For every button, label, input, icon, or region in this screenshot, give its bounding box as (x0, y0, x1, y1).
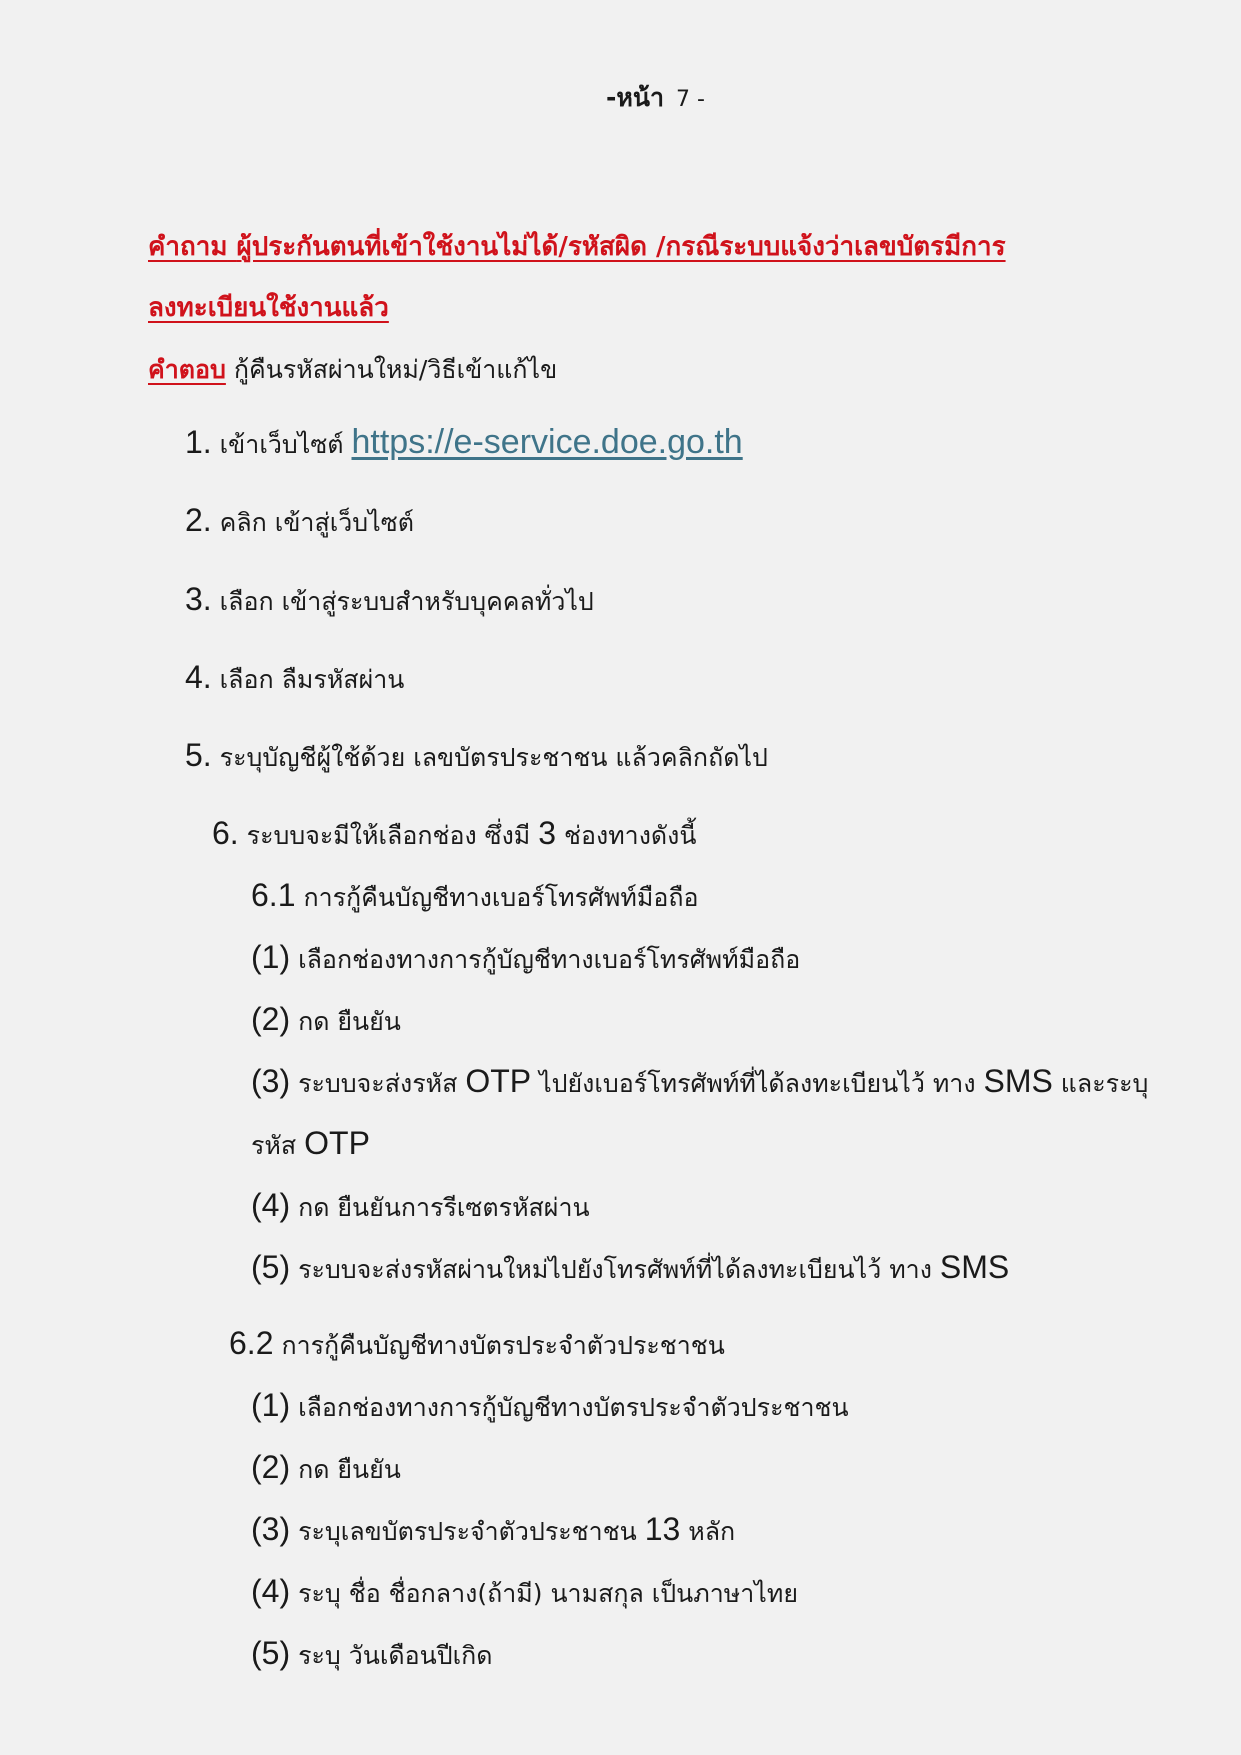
subsection-number: 6.1 (251, 877, 296, 913)
sub-item-6-2-1 (251, 1387, 849, 1428)
item-number: (4) (251, 1573, 291, 1609)
step-6 (212, 815, 696, 856)
sub-item-6-1-3 (251, 1063, 1148, 1104)
step-3 (185, 581, 594, 622)
sub-item-6-2-4 (251, 1573, 798, 1614)
step-number: 5. (185, 737, 212, 773)
question-line-2 (148, 287, 389, 328)
step-text: เข้าเว็บไซต์ (219, 430, 344, 459)
digit-count: 13 (644, 1511, 681, 1547)
item-text: กด ยืนยัน (298, 1455, 401, 1484)
item-text: เลือกช่องทางการกู้บัญชีทางบัตรประจำตัวประชาชน (298, 1393, 849, 1422)
step-1 (185, 423, 743, 465)
step-text: เลือก ลืมรหัสผ่าน (219, 665, 405, 694)
sub-item-6-1-2 (251, 1001, 401, 1042)
sub-item-6-2-2 (251, 1449, 401, 1490)
step-text: เลือก เข้าสู่ระบบสำหรับบุคคลทั่วไป (219, 587, 594, 616)
item-number: (4) (251, 1187, 291, 1223)
sub-item-6-1-5 (251, 1249, 1009, 1290)
step-text: ระบุบัญชีผู้ใช้ด้วย เลขบัตรประชาชน แล้วคลิกถัดไป (219, 743, 768, 772)
question-text-cont: ลงทะเบียนใช้งานแล้ว (148, 293, 389, 323)
step-2 (185, 502, 414, 543)
item-text: ระบบจะส่งรหัสผ่านใหม่ไปยังโทรศัพท์ที่ได้ลงทะเบียนไว้ ทาง (298, 1255, 932, 1284)
subsection-number: 6.2 (229, 1325, 274, 1361)
step-number: 4. (185, 659, 212, 695)
item-number: (2) (251, 1449, 291, 1485)
sub-item-6-1-3-cont (251, 1125, 370, 1166)
item-text: หลัก (688, 1517, 736, 1546)
otp-term: OTP (465, 1063, 532, 1099)
sms-term: SMS (939, 1249, 1010, 1285)
subsection-title: การกู้คืนบัญชีทางบัตรประจำตัวประชาชน (281, 1331, 725, 1360)
item-number: (2) (251, 1001, 291, 1037)
page-value: 7 - (676, 87, 705, 112)
step-4 (185, 659, 404, 700)
item-text: กด ยืนยัน (298, 1007, 401, 1036)
subsection-6-2-title (229, 1325, 725, 1366)
answer-line (148, 350, 557, 390)
item-text: ระบุเลขบัตรประจำตัวประชาชน (298, 1517, 637, 1546)
step-text: ช่องทางดังนี้ (564, 821, 697, 850)
step-number: 2. (185, 502, 212, 538)
item-text: ระบุ ชื่อ ชื่อกลาง(ถ้ามี) นามสกุล เป็นภาษาไทย (298, 1579, 798, 1608)
channel-count: 3 (538, 815, 557, 851)
step-text: ระบบจะมีให้เลือกช่อง ซึ่งมี (246, 821, 531, 850)
otp-term: OTP (304, 1125, 370, 1161)
page-label: -หน้า (606, 83, 665, 112)
subsection-6-1-title (251, 877, 699, 918)
sms-term: SMS (983, 1063, 1053, 1099)
item-text: เลือกช่องทางการกู้บัญชีทางเบอร์โทรศัพท์มือถือ (298, 945, 801, 974)
item-text: และระบุ (1060, 1069, 1149, 1098)
step-text: คลิก เข้าสู่เว็บไซต์ (219, 508, 414, 537)
item-text: กด ยืนยันการรีเซตรหัสผ่าน (298, 1193, 590, 1222)
step-number: 1. (185, 424, 212, 460)
item-number: (1) (251, 1387, 291, 1423)
sub-item-6-1-4 (251, 1187, 590, 1228)
sub-item-6-2-3 (251, 1511, 735, 1552)
item-text: ระบุ วันเดือนปีเกิด (298, 1641, 493, 1670)
item-text: ไปยังเบอร์โทรศัพท์ที่ได้ลงทะเบียนไว้ ทาง (539, 1069, 976, 1098)
subsection-title: การกู้คืนบัญชีทางเบอร์โทรศัพท์มือถือ (303, 883, 699, 912)
page-number (0, 78, 1241, 118)
question-label: คำถาม (148, 232, 228, 262)
item-number: (1) (251, 939, 291, 975)
item-number: (5) (251, 1249, 291, 1285)
question-line-1 (148, 226, 1006, 267)
item-text: ระบบจะส่งรหัส (298, 1069, 458, 1098)
item-number: (3) (251, 1511, 291, 1547)
sub-item-6-2-5 (251, 1635, 493, 1676)
step-number: 3. (185, 581, 212, 617)
question-text: ผู้ประกันตนที่เข้าใช้งานไม่ได้/รหัสผิด /กรณีระบบแจ้งว่าเลขบัตรมีการ (236, 232, 1006, 262)
item-text: รหัส (251, 1131, 297, 1160)
answer-text: กู้คืนรหัสผ่านใหม่/วิธีเข้าแก้ไข (233, 355, 558, 384)
step-number: 6. (212, 815, 239, 851)
answer-label: คำตอบ (148, 355, 226, 384)
item-number: (3) (251, 1063, 291, 1099)
item-number: (5) (251, 1635, 291, 1671)
sub-item-6-1-1 (251, 939, 800, 980)
website-link[interactable]: https://e-service.doe.go.th (351, 423, 743, 461)
step-5 (185, 737, 768, 778)
